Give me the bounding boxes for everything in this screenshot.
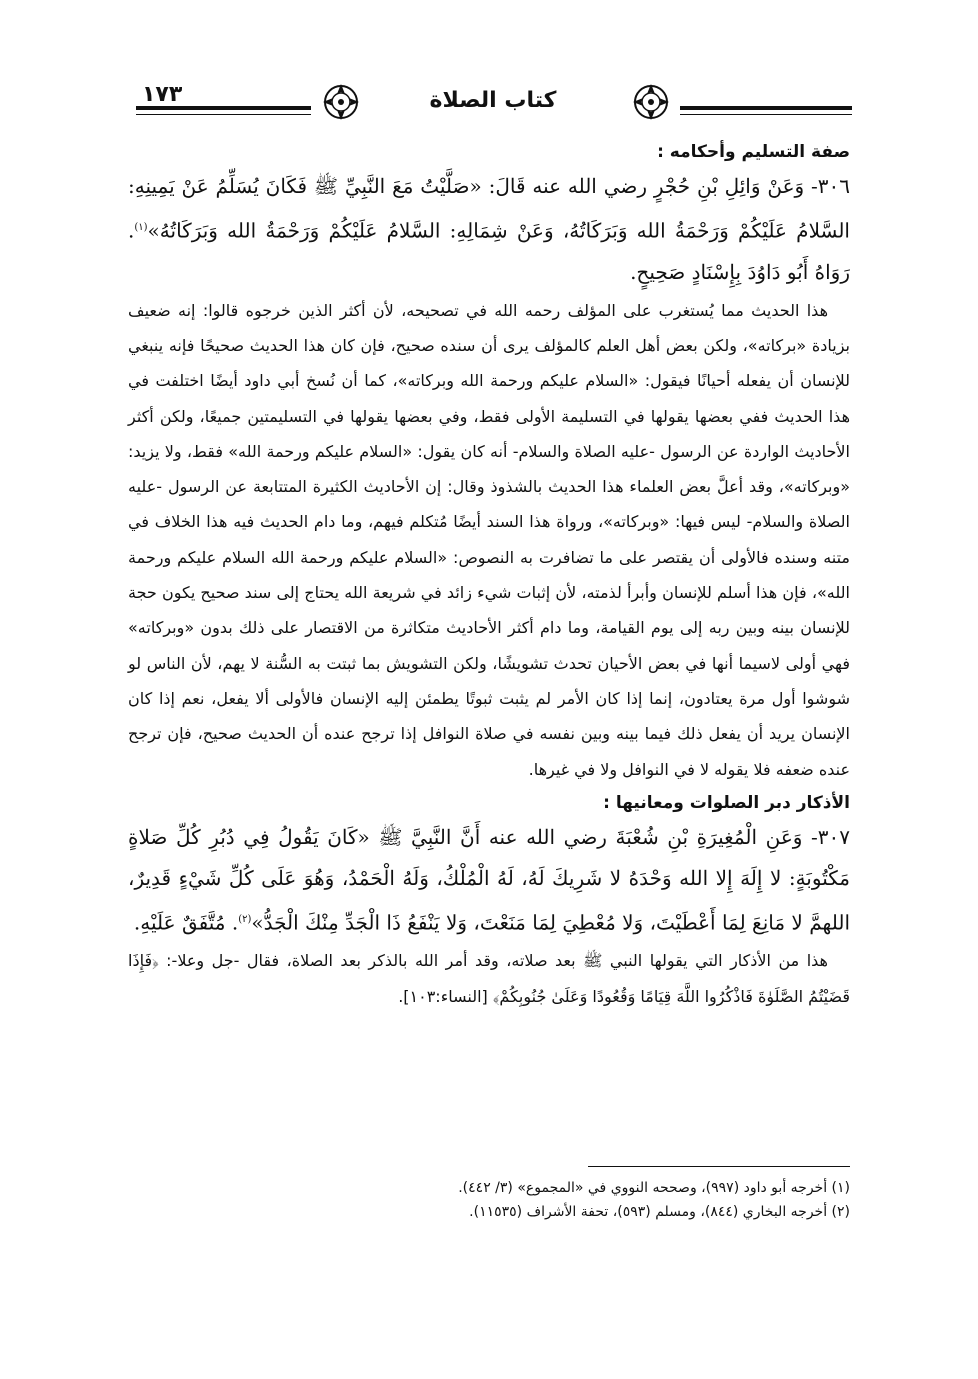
hadith-306-source: . رَوَاهُ أَبُو دَاوُدَ بِإِسْنَادٍ صَحِيحٍ. [128, 218, 850, 284]
hadith-307 [128, 817, 850, 944]
book-title: كتاب الصلاة [429, 88, 557, 113]
header-rule-left [136, 106, 311, 110]
footnote-ref-1: (١) [134, 222, 148, 233]
commentary-306: هذا الحديث مما يُستغرب على المؤلف رحمه الله في تصحيحه، لأن أكثر الذين خرجوه قالوا: إنه ضعيف بزيادة «بركاته»، ولكن بعض أهل العلم كالمؤلف يرى أن سنده صحيح، فإن كان هذا الحديث صحيحًا فإنه ينبغي للإنسان أن يفعله أحيانًا فيقول: «السلام عليكم ورحمة الله وبركاته»، كما أن نُسخ أبي داود أيضًا اختلفت في هذا الحديث ففي بعضها يقولها في التسليمة الأولى فقط، وفي بعضها يقولها في التسليمتين جميعًا، ولكن أكثر الأحاديث الواردة عن الرسول -عليه الصلاة والسلام- أنه كان يقول: «السلام عليكم ورحمة الله» فقط، ولا يزيد: «وبركاته»، وقد أعلَّ بعض العلماء هذا الحديث بالشذوذ وقال: إن الأحاديث الكثيرة المتتابعة عن الرسول -عليه الصلاة والسلام- ليس فيها: «وبركاته»، ورواة هذا السند أيضًا مُتكلم فيهم، وما دام الحديث فيه هذا الخلاف في متنه وسنده فالأولى أن يقتصر على ما تضافرت به النصوص: «السلام عليكم ورحمة الله السلام عليكم ورحمة الله»، فإن هذا أسلم للإنسان وأبرأ لذمته، لأن إثبات شيء زائد في شريعة الله يحتاج إلى سند صحيح يكون حجة للإنسان بينه وبين ربه إلى يوم القيامة، وما دام أكثر الأحاديث متكاثرة من الاقتصار على ذلك بدون «وبركاته» فهي أولى لاسيما أنها في بعض الأحيان تحدث تشويشًا، ولكن التشويش بما ثبتت به السُّنة لا يهم، لأن الناس لو شوشوا أول مرة يعتادون، إنما إذا كان الأمر لم يثبت ثبوتًا يطمئن إليه الإنسان فالأولى ألا يفعل، نعم إذا كان الإنسان يريد أن يفعل ذلك فيما بينه وبين نفسه في صلاة النوافل إذا ترجح عنده أن الحديث صحيح، فإن ترجح عنده ضعفه فلا يقوله لا في النوافل ولا في غيرها. [128, 300, 850, 779]
hadith-306-text: ٣٠٦- وَعَنْ وَائِلِ بْنِ حُجْرٍ رضي الله عنه قَالَ: «صَلَّيْتُ مَعَ النَّبِيِّ ﷺ فَكَانَ يُسَلِّمُ عَنْ يَمِينِهِ: السَّلامُ عَلَيْكُمْ وَرَحْمَةُ الله وَبَرَكَاتُهُ، وَعَنْ شِمَالِهِ: السَّلامُ عَلَيْكُمْ وَرَحْمَةُ الله وَبَرَكَاتُهُ» [128, 174, 850, 243]
footnotes [128, 1176, 850, 1224]
footnote-2: (٢) أخرجه البخاري (٨٤٤)، ومسلم (٥٩٣)، تحفة الأشراف (١١٥٣٥). [469, 1204, 850, 1220]
section-heading-adhkar: الأذكار دبر الصلوات ومعانيها : [603, 792, 850, 813]
ornament-left-icon [318, 80, 364, 124]
footnote-rule [588, 1166, 850, 1167]
page-body [128, 142, 850, 1014]
footnote-1: (١) أخرجه أبو داود (٩٩٧)، وصححه النووي في «المجموع» (٣/ ٤٤٢). [458, 1180, 850, 1196]
hadith-307-text: ٣٠٧- وَعَنِ الْمُغِيرَةِ بْنِ شُعْبَةَ رضي الله عنه أَنَّ النَّبِيَّ ﷺ «كَانَ يَقُولُ فِي دُبُرِ كُلِّ صَلاةٍ مَكْتُوبَةٍ: لا إِلَهَ إِلا الله وَحْدَهُ لا شَرِيكَ لَهُ، لَهُ الْمُلْكُ، وَلَهُ الْحَمْدُ، وَهُوَ عَلَى كُلِّ شَيْءٍ قَدِيرٌ، اللهمَّ لا مَانِعَ لِمَا أَعْطَيْتَ، وَلا مُعْطِيَ لِمَا مَنَعْتَ، وَلا يَنْفَعُ ذَا الْجَدِّ مِنْكَ الْجَدُّ» [128, 824, 850, 935]
hadith-306 [128, 166, 850, 293]
header-rule-right-thin [680, 114, 852, 115]
hadith-307-source: . مُتَّفَقٌ عَلَيْهِ. [133, 910, 239, 935]
ornament-right-icon [628, 80, 674, 124]
header-rule-right [680, 106, 852, 110]
footnote-ref-2: (٢) [238, 913, 252, 925]
commentary-307: هذا من الأذكار التي يقولها النبي ﷺ بعد صلاته، وقد أمر الله بالذكر بعد الصلاة، فقال -جل وعلا-: ﴿فَإِذَا قَضَيْتُمُ الصَّلَوٰةَ فَاذْكُرُوا اللَّهَ قِيَامًا وَقُعُودًا وَعَلَىٰ جُنُوبِكُمْ﴾ [النساء:١٠٣]. [128, 951, 850, 1006]
header-rule-left-thin [136, 114, 311, 115]
page-header [128, 80, 852, 130]
page-number: ١٧٣ [142, 82, 183, 107]
section-heading-taslim: صفة التسليم وأحكامه : [657, 142, 850, 162]
